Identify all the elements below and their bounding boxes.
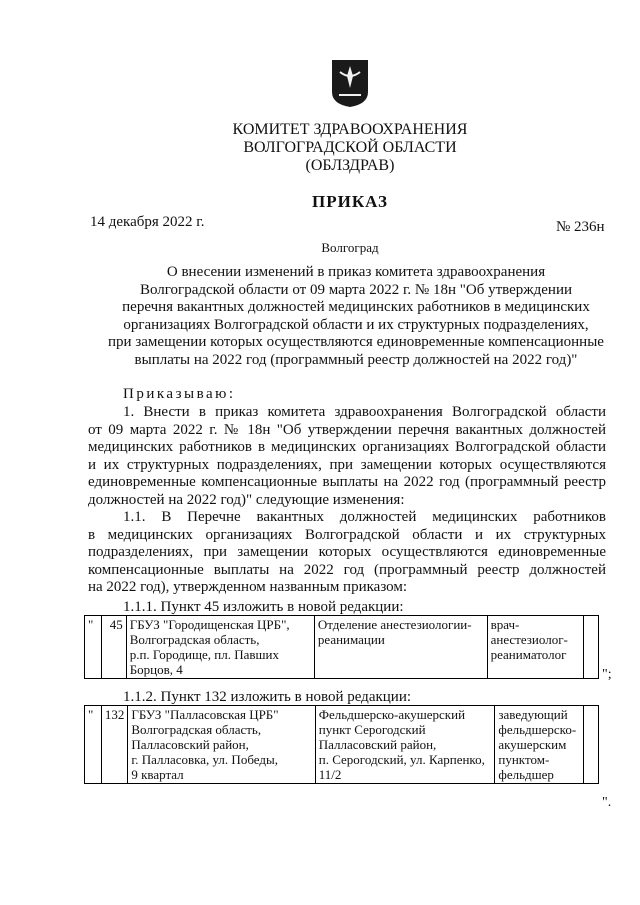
- paragraph-line: подразделениях, при замещении которых осуществляются единовременные: [88, 544, 606, 560]
- unit-cell: [315, 706, 495, 784]
- subject-line: Волгоградской области от 09 марта 2022 г. № 18н "Об утверждении: [139, 281, 573, 298]
- paragraph-line: в медицинских организациях Волгоградской области и их структурных: [88, 526, 606, 543]
- cell-line: врач-: [490, 617, 520, 632]
- paragraph-line: компенсационные выплаты на 2022 год (программный реестр должностей: [88, 561, 606, 578]
- paragraph-1-1-2: 1.1.2. Пункт 132 изложить в новой редакции:: [123, 689, 412, 705]
- closing-quote: ";: [602, 667, 612, 682]
- cell-line: анестезиолог-: [490, 632, 568, 647]
- cell-line: Фельдшерско-акушерский: [318, 707, 466, 722]
- cell-line: 11/2: [318, 767, 342, 782]
- subject-line: организациях Волгоградской области и их структурных подразделениях,: [123, 316, 589, 333]
- cell-line: Волгоградская область,: [129, 632, 260, 647]
- cell-line: пункт Серогодский: [318, 722, 426, 737]
- table-row: [85, 706, 599, 784]
- cell-line: ГБУЗ "Городищенская ЦРБ",: [129, 617, 290, 632]
- paragraph-1-1-1: 1.1.1. Пункт 45 изложить в новой редакции:: [123, 599, 404, 615]
- cell-line: 9 квартал: [131, 767, 184, 782]
- cell-line: фельдшер: [498, 767, 554, 782]
- cell-line: ГБУЗ "Палласовская ЦРБ": [131, 707, 279, 722]
- document-type: ПРИКАЗ: [312, 192, 388, 211]
- order-word: Приказываю:: [123, 386, 236, 402]
- item-number-cell: 45: [101, 616, 126, 679]
- organization-cell: [126, 616, 314, 679]
- paragraph-line: на 2022 год), утвержденном названным приказом:: [88, 579, 408, 595]
- document-subject: [96, 264, 616, 369]
- cell-line: Палласовский район,: [131, 737, 249, 752]
- org-name-line-1: КОМИТЕТ ЗДРАВООХРАНЕНИЯ: [232, 121, 468, 138]
- paragraph-line: единовременные компенсационные выплаты на 2022 год (программный реестр: [88, 474, 606, 490]
- closing-quote: ".: [602, 795, 612, 810]
- item-number-cell: 132: [101, 706, 128, 784]
- cell-line: Палласовский район,: [318, 737, 437, 752]
- cell-line: акушерским: [498, 737, 567, 752]
- document-date: 14 декабря 2022 г.: [90, 214, 205, 230]
- unit-cell: [314, 616, 487, 679]
- org-name-line-2: ВОЛГОГРАДСКОЙ ОБЛАСТИ: [243, 139, 457, 156]
- empty-cell: [584, 706, 599, 784]
- subject-line: О внесении изменений в приказ комитета здравоохранения: [166, 264, 546, 280]
- document-number: № 236н: [556, 219, 605, 235]
- table-item-45: [84, 615, 599, 679]
- position-cell: [487, 616, 584, 679]
- paragraph-line: 1. Внести в приказ комитета здравоохранения Волгоградской области: [123, 404, 606, 420]
- paragraph-1-1: [88, 509, 606, 597]
- cell-line: реаниматолог: [490, 647, 567, 662]
- cell-line: Отделение анестезиологии-: [317, 617, 472, 632]
- open-quote-cell: ": [85, 706, 102, 784]
- open-quote-cell: ": [85, 616, 102, 679]
- cell-line: Волгоградская область,: [131, 722, 262, 737]
- cell-line: г. Палласовка, ул. Победы,: [131, 752, 278, 767]
- cell-line: пунктом-: [498, 752, 550, 767]
- cell-line: п. Серогодский, ул. Карпенко,: [318, 752, 485, 767]
- cell-line: реанимации: [317, 632, 385, 647]
- cell-line: Борцов, 4: [129, 662, 183, 677]
- paragraph-line: должностей на 2022 год)" следующие изменения:: [88, 491, 405, 508]
- subject-line: перечня вакантных должностей медицинских работников в медицинских: [122, 299, 590, 315]
- paragraph-line: и их структурных подразделениях, при замещении которых осуществляются: [88, 456, 606, 473]
- paragraph-line: 1.1. В Перечне вакантных должностей медицинских работников: [123, 509, 606, 525]
- organization-cell: [128, 706, 315, 784]
- table-item-132: [84, 705, 599, 784]
- subject-line: выплаты на 2022 год (программный реестр должностей на 2022 год)": [134, 351, 578, 368]
- paragraph-line: от 09 марта 2022 г. № 18н "Об утверждении перечня вакантных должностей: [88, 421, 606, 438]
- org-name-line-3: (ОБЛЗДРАВ): [305, 157, 395, 174]
- position-cell: [495, 706, 584, 784]
- subject-line: при замещении которых осуществляются единовременные компенсационные: [108, 334, 604, 350]
- cell-line: р.п. Городище, пл. Павших: [129, 647, 279, 662]
- document-city: Волгоград: [321, 240, 379, 255]
- table-row: [85, 616, 599, 679]
- cell-line: фельдшерско-: [498, 722, 577, 737]
- paragraph-line: медицинских работников в медицинских организациях Волгоградской области: [88, 439, 606, 455]
- paragraph-1: [88, 404, 606, 509]
- coat-of-arms-icon: [330, 58, 370, 108]
- empty-cell: [584, 616, 599, 679]
- cell-line: заведующий: [498, 707, 568, 722]
